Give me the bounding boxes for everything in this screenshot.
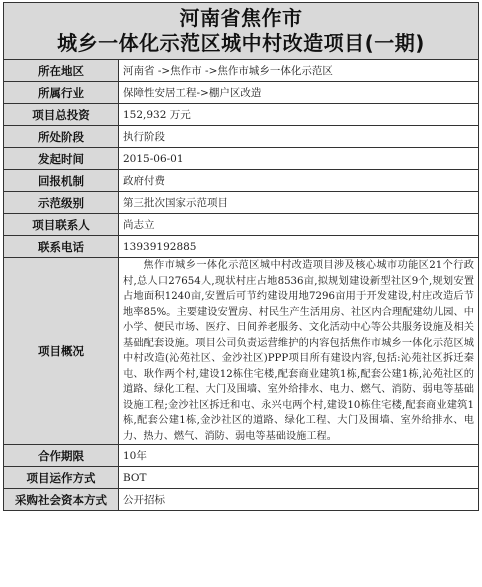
- row-value: 政府付费: [119, 170, 479, 192]
- table-row-total-investment: [4, 104, 479, 126]
- row-value: 公开招标: [119, 489, 479, 511]
- row-label: 联系电话: [4, 236, 119, 258]
- table-row-phone: [4, 236, 479, 258]
- table-row-contact-person: [4, 214, 479, 236]
- row-label: 示范级别: [4, 192, 119, 214]
- table-row-procurement-method: [4, 489, 479, 511]
- overview-text-cell: [119, 258, 479, 445]
- row-value: 保障性安居工程->棚户区改造: [119, 82, 479, 104]
- info-table: [3, 59, 479, 511]
- table-row-demo-level: [4, 192, 479, 214]
- title-line-2: 城乡一体化示范区城中村改造项目(一期): [57, 31, 425, 55]
- row-label: 项目概况: [4, 258, 119, 445]
- row-label: 所在地区: [4, 60, 119, 82]
- row-label: 所处阶段: [4, 126, 119, 148]
- row-label: 发起时间: [4, 148, 119, 170]
- row-label: 所属行业: [4, 82, 119, 104]
- row-label: 合作期限: [4, 445, 119, 467]
- table-row-stage: [4, 126, 479, 148]
- table-row-operation-mode: [4, 467, 479, 489]
- row-label: 回报机制: [4, 170, 119, 192]
- title-line-1: 河南省焦作市: [179, 6, 303, 30]
- row-value: 152,932 万元: [119, 104, 479, 126]
- table-row-overview: [4, 258, 479, 445]
- row-value: 13939192885: [119, 236, 479, 258]
- table-row-start-date: [4, 148, 479, 170]
- row-value: 河南省 ->焦作市 ->焦作市城乡一体化示范区: [119, 60, 479, 82]
- row-value: 执行阶段: [119, 126, 479, 148]
- table-row-cooperation-term: [4, 445, 479, 467]
- row-value: BOT: [119, 467, 479, 489]
- row-label: 项目运作方式: [4, 467, 119, 489]
- row-label: 采购社会资本方式: [4, 489, 119, 511]
- table-row-region: [4, 60, 479, 82]
- table-row-return-mechanism: [4, 170, 479, 192]
- row-label: 项目联系人: [4, 214, 119, 236]
- row-value: 第三批次国家示范项目: [119, 192, 479, 214]
- table-row-industry: [4, 82, 479, 104]
- row-label: 项目总投资: [4, 104, 119, 126]
- row-value: 尚志立: [119, 214, 479, 236]
- overview-paragraph: 焦作市城乡一体化示范区城中村改造项目涉及核心城市功能区21个行政村,总人口27654人,现状村庄占地8536亩,拟规划建设新型社区9个,规划安置占地面积1240亩,安置后可节约建设用地7296亩用于开发建设,村庄改造后节地率85%。主要建设安置房、村民生产生活用房、社区内合理配建幼儿园、中小学、便民市场、医疗、日间养老服务、文化活动中心等公共服务设施及相关基础配套设施。项目公司负责运营维护的内容包括焦作市城乡一体化示范区城中村改造(沁苑社区、金沙社区)PPP项目所有建设内容,包括:沁苑社区拆迁秦屯、耿作两个村,建设12栋住宅楼,配套商业建筑1栋,配套公建1栋,沁苑社区的道路、绿化工程、大门及围墙、室外给排水、电力、燃气、消防、弱电等基础设施工程;金沙社区拆迁和屯、永兴屯两个村,建设10栋住宅楼,配套商业建筑1栋,配套公建1栋,金沙社区的道路、绿化工程、大门及围墙、室外给排水、电力、热力、燃气、消防、弱电等基础设施工程。: [123, 260, 474, 442]
- title-banner: [3, 2, 479, 59]
- row-value: 10年: [119, 445, 479, 467]
- row-value: 2015-06-01: [119, 148, 479, 170]
